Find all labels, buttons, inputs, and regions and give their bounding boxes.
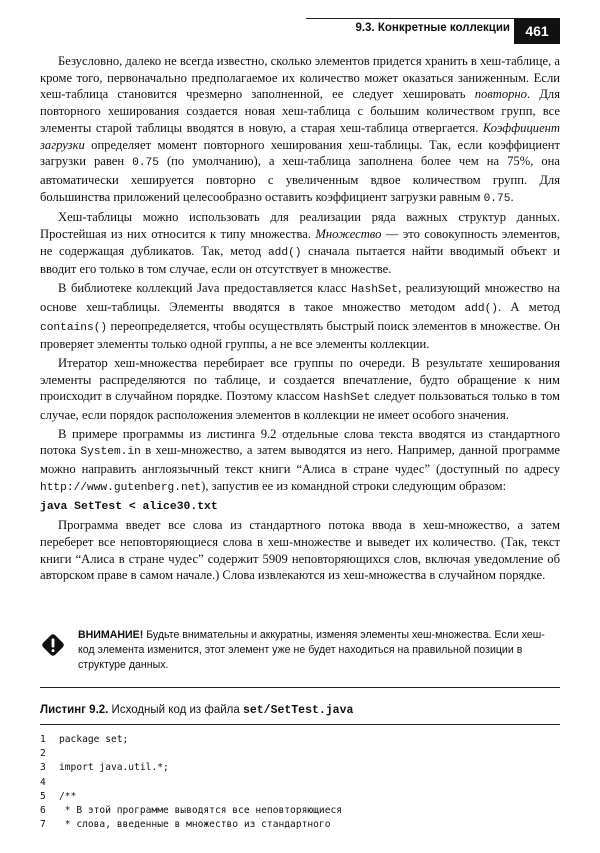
code-line: 3 import java.util.*; [40, 761, 560, 775]
listing-title-rule [40, 724, 560, 725]
code-line: 5 /** [40, 790, 560, 804]
line-number: 6 [40, 804, 46, 816]
listing-title: Листинг 9.2. Исходный код из файла set/SetTest.java [40, 704, 354, 717]
paragraph-program-output: Программа введет все слова из стандартного потока ввода в хеш-множество, а затем переберет все неповторяющиеся слова в хеш-множестве и выведет их количество. (Так, текст книги “Алиса в стране чудес” содержит 5909 неповторяющихся слов, включая уведомление об авторском праве в самом начале.) Слова извлекаются из хеш-множества в случайном порядке. [40, 518, 560, 583]
section-title: 9.3. Конкретные коллекции [355, 22, 510, 34]
line-number: 5 [40, 790, 46, 802]
code-line [40, 747, 560, 761]
listing-top-rule [40, 687, 560, 688]
code-line: 7 * слова, введенные в множество из стандартного [40, 818, 560, 832]
paragraph-rehashing: Безусловно, далеко не всегда известно, сколько элементов придется хранить в хеш-таблице, а кроме того, первоначально предполагаемое их количество может оказаться заниженным. Если хеш-таблица становится чрезмерно заполненной, ее следует хешировать повторно. Для повторного хеширования создается новая хеш-таблица с большим количеством групп, все элементы старой таблицы вводятся в новую, а старая хеш-таблица отвергается. Коэффициент загрузки определяет момент повторного хеширования хеш-таблицы. Так, если коэффициент загрузки равен 0.75 (по умолчанию), а хеш-таблица заполнена более чем на 75%, она автоматически хешируется повторно с увеличенным вдвое количеством групп. Для большинства приложений целесообразно оставить коэффициент загрузки равным 0.75. [40, 54, 561, 205]
running-header [306, 18, 560, 43]
paragraph-sets: Хеш-таблицы можно использовать для реализации ряда важных структур данных. Простейшая из них относится к типу множества. Множество — это совокупность элементов, не содержащая дубликатов. Так, метод add() сначала пытается найти вводимый объект и вводит его только в том случае, если он отсутствует в множестве. [40, 210, 561, 277]
command-line: java SetTest < alice30.txt [40, 500, 218, 513]
line-number: 2 [40, 748, 46, 760]
code-line: 6 * В этой программе выводятся все неповторяющиеся [40, 804, 560, 818]
line-number: 1 [40, 734, 46, 745]
paragraph-hashset: В библиотеке коллекций Java предоставляется класс HashSet, реализующий множество на основе хеш-таблицы. Элементы вводятся в такое множество методом add(). А метод contains() переопределяется, чтобы осуществлять быстрый поиск элементов в множестве. Он проверяет элементы только одной группы, а не все элементы коллекции. [40, 281, 560, 352]
code-listing [40, 733, 560, 832]
paragraph-example: В примере программы из листинга 9.2 отдельные слова текста вводятся из стандартного потока System.in в хеш-множество, а затем выводятся из него. Например, данной программе можно направить англоязычный текст книги “Алиса в стране чудес” (доступный по адресу http://www.gutenberg.net), запустив ее из командной строки следующим образом: [40, 426, 560, 494]
warning-text: ВНИМАНИЕ! Будьте внимательны и аккуратны, изменяя элементы хеш-множества. Если хеш-код элемента изменится, этот элемент уже не будет находиться на правильной позиции в структуре данных. [78, 629, 545, 671]
body-text [40, 53, 560, 586]
code-line: 1 package set; [40, 733, 560, 747]
paragraph-iterator: Итератор хеш-множества перебирает все группы по очереди. В результате хеширования элементы распределяются по таблице, и создается впечатление, будто обращение к ним происходит в случайном порядке. Поэтому классом HashSet следует пользоваться только в том случае, если порядок расположения элементов в коллекции не имеет особого значения. [40, 355, 560, 423]
line-number: 7 [40, 819, 46, 831]
exclamation-icon [40, 632, 66, 658]
code-line [40, 776, 560, 790]
page-number: 461 [514, 18, 560, 44]
line-number: 3 [40, 762, 46, 774]
line-number: 4 [40, 776, 46, 788]
